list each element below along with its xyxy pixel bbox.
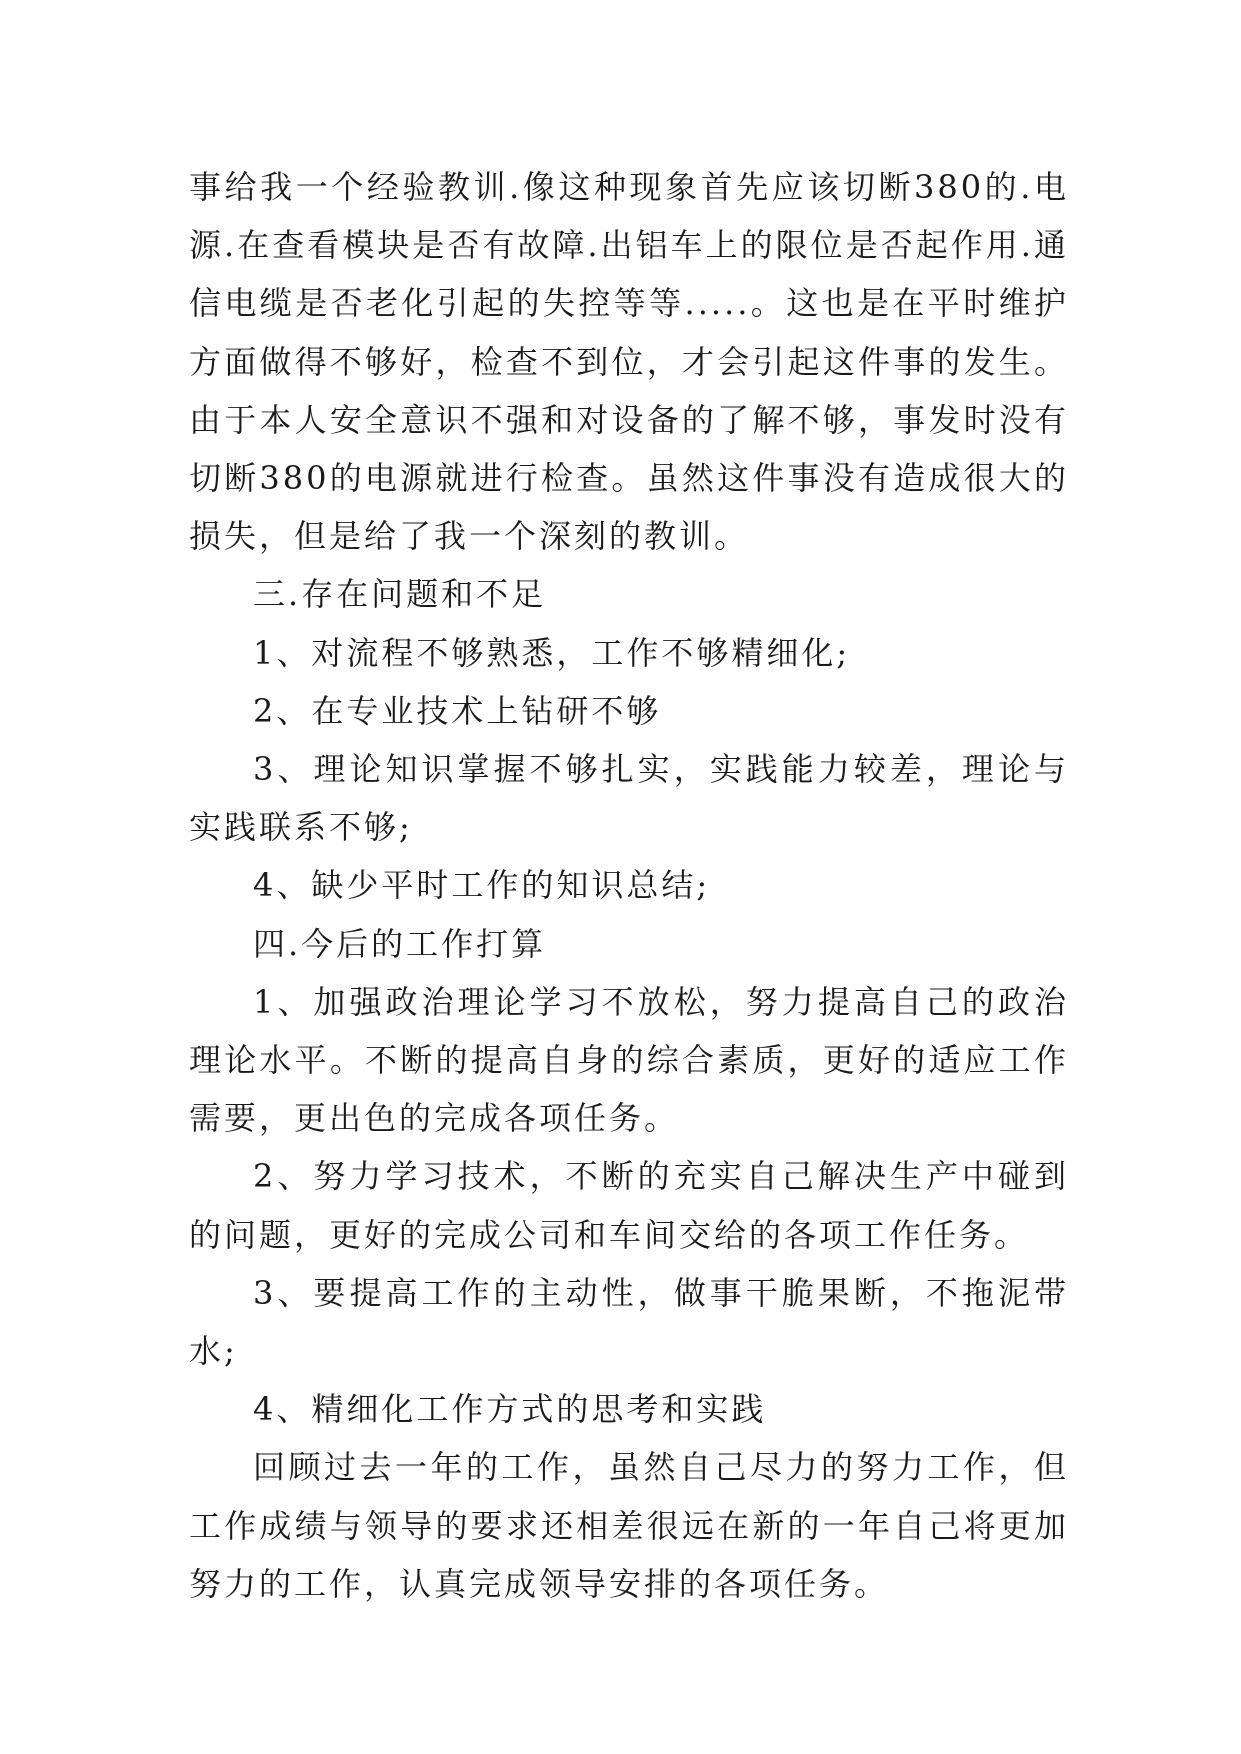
- problem-item-1: 1、对流程不够熟悉，工作不够精细化;: [253, 633, 851, 672]
- problem-item-2: 2、在专业技术上钻研不够: [253, 691, 662, 730]
- section-heading-plans: 四.今后的工作打算: [253, 924, 547, 963]
- closing-paragraph: 回顾过去一年的工作，虽然自己尽力的努力工作，但工作成绩与领导的要求还相差很远在新的一年自己将更加努力的工作，认真完成领导安排的各项任务。: [189, 1448, 1069, 1603]
- section-heading-problems: 三.存在问题和不足: [253, 575, 547, 614]
- plan-item-2: 2、努力学习技术，不断的充实自己解决生产中碰到的问题，更好的完成公司和车间交给的各项工作任务。: [189, 1157, 1069, 1254]
- plan-item-3: 3、要提高工作的主动性，做事干脆果断，不拖泥带水;: [189, 1273, 1069, 1371]
- plan-item-1: 1、加强政治理论学习不放松，努力提高自己的政治理论水平。不断的提高自身的综合素质，更好的适应工作需要，更出色的完成各项任务。: [189, 982, 1069, 1138]
- problem-item-3: 3、理论知识掌握不够扎实，实践能力较差，理论与实践联系不够;: [189, 750, 1069, 847]
- problem-item-4: 4、缺少平时工作的知识总结;: [253, 866, 711, 905]
- plan-item-4: 4、精细化工作方式的思考和实践: [253, 1390, 767, 1429]
- document-body: [189, 158, 1069, 1613]
- paragraph-incident-lesson: 事给我一个经验教训.像这种现象首先应该切断380的.电源.在查看模块是否有故障.出铝车上的限位是否起作用.通信电缆是否老化引起的失控等等.....。这也是在平时维护方面做得不够好，检查不到位，才会引起这件事的发生。由于本人安全意识不强和对设备的了解不够，事发时没有切断380的电源就进行检查。虽然这件事没有造成很大的损失，但是给了我一个深刻的教训。: [189, 168, 1069, 556]
